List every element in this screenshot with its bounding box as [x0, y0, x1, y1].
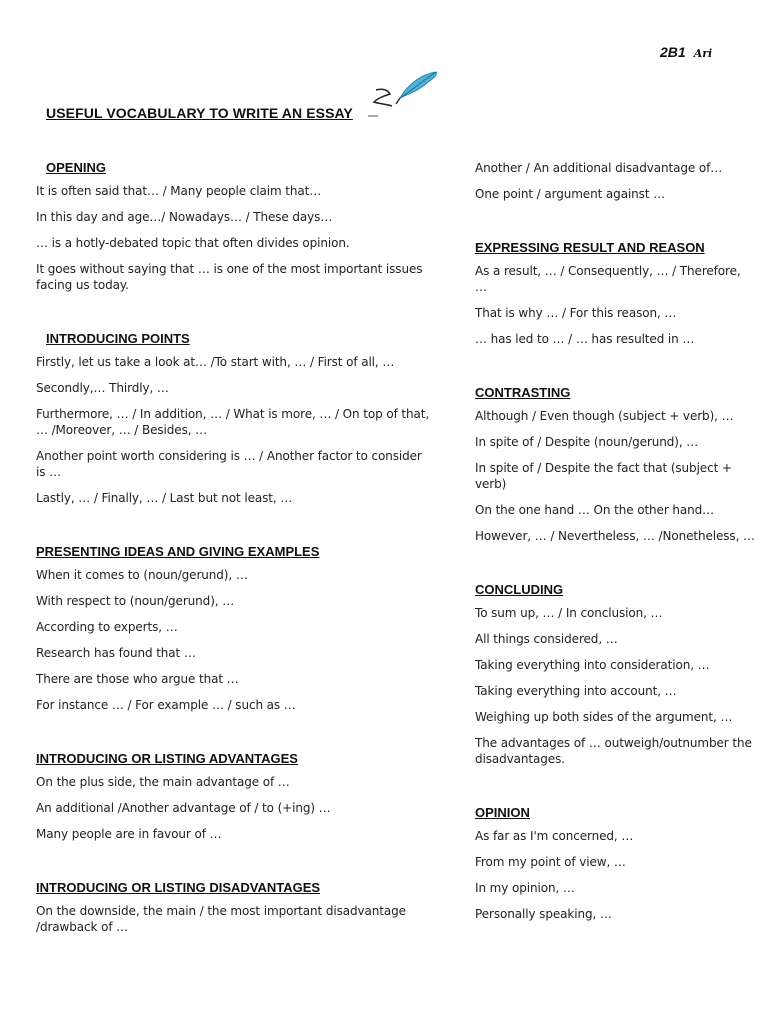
- phrase-item: Another point worth considering is … / Another factor to consider is …: [36, 449, 422, 479]
- phrase-item: … is a hotly-debated topic that often divides opinion.: [36, 236, 350, 250]
- phrase-item: It is often said that… / Many people claim that…: [36, 184, 322, 198]
- phrase-item: From my point of view, …: [475, 855, 626, 869]
- section-concluding: [475, 582, 755, 767]
- phrase-item: One point / argument against …: [475, 187, 666, 201]
- phrase-item: As a result, … / Consequently, … / Therefore, …: [475, 264, 741, 294]
- quill-pen-icon: [364, 66, 442, 122]
- section-opening: [36, 160, 431, 293]
- section-presenting-ideas: [36, 544, 431, 713]
- class-code: 2B1: [660, 44, 686, 60]
- phrase-item: In spite of / Despite the fact that (subject + verb): [475, 461, 732, 491]
- phrase-item: Lastly, … / Finally, … / Last but not least, …: [36, 491, 293, 505]
- phrase-item: Weighing up both sides of the argument, …: [475, 710, 733, 724]
- phrase-item: That is why … / For this reason, …: [475, 306, 677, 320]
- section-disadvantages: [36, 880, 431, 935]
- phrase-item: In this day and age…/ Nowadays… / These days…: [36, 210, 333, 224]
- phrase-item: Secondly,… Thirdly, …: [36, 381, 169, 395]
- phrase-item: In spite of / Despite (noun/gerund), …: [475, 435, 699, 449]
- phrase-item: Furthermore, … / In addition, … / What is more, … / On top of that, … /Moreover, … / Besides, …: [36, 407, 430, 437]
- section-heading: EXPRESSING RESULT AND REASON: [475, 240, 705, 255]
- phrase-item: Research has found that …: [36, 646, 196, 660]
- phrase-item: To sum up, … / In conclusion, …: [475, 606, 663, 620]
- phrase-item: For instance … / For example … / such as …: [36, 698, 296, 712]
- signature: Ari: [693, 47, 713, 60]
- section-opinion: [475, 805, 755, 922]
- phrase-item: Many people are in favour of …: [36, 827, 222, 841]
- section-introducing-points: [36, 331, 431, 506]
- phrase-item: When it comes to (noun/gerund), …: [36, 568, 248, 582]
- phrase-item: In my opinion, …: [475, 881, 575, 895]
- section-advantages: [36, 751, 431, 842]
- phrase-item: Firstly, let us take a look at… /To start with, … / First of all, …: [36, 355, 395, 369]
- section-heading: CONTRASTING: [475, 385, 571, 400]
- right-column: [475, 160, 755, 932]
- phrase-item: With respect to (noun/gerund), …: [36, 594, 235, 608]
- phrase-item: On the plus side, the main advantage of …: [36, 775, 290, 789]
- section-heading: OPENING: [46, 160, 106, 175]
- document-title: USEFUL VOCABULARY TO WRITE AN ESSAY: [46, 105, 353, 121]
- phrase-item: However, … / Nevertheless, … /Nonetheless, …: [475, 529, 755, 543]
- section-contrasting: [475, 385, 755, 544]
- section-result-reason: [475, 240, 755, 347]
- section-heading: CONCLUDING: [475, 582, 564, 597]
- phrase-item: Personally speaking, …: [475, 907, 612, 921]
- phrase-item: Taking everything into account, …: [475, 684, 677, 698]
- phrase-item: It goes without saying that … is one of the most important issues facing us today.: [36, 262, 423, 292]
- phrase-item: On the one hand … On the other hand…: [475, 503, 715, 517]
- section-heading: PRESENTING IDEAS AND GIVING EXAMPLES: [36, 544, 320, 559]
- phrase-item: There are those who argue that …: [36, 672, 239, 686]
- phrase-item: An additional /Another advantage of / to (+ing) …: [36, 801, 331, 815]
- section-disadvantages-continued: [475, 160, 755, 202]
- class-tag: [660, 44, 712, 60]
- section-heading: OPINION: [475, 805, 530, 820]
- phrase-item: Another / An additional disadvantage of…: [475, 161, 723, 175]
- phrase-item: … has led to … / … has resulted in …: [475, 332, 695, 346]
- phrase-item: All things considered, …: [475, 632, 618, 646]
- phrase-item: The advantages of … outweigh/outnumber the disadvantages.: [475, 736, 752, 766]
- phrase-item: On the downside, the main / the most important disadvantage /drawback of …: [36, 904, 406, 934]
- phrase-item: As far as I'm concerned, …: [475, 829, 634, 843]
- phrase-item: According to experts, …: [36, 620, 178, 634]
- left-column: [36, 160, 431, 945]
- phrase-item: Although / Even though (subject + verb), …: [475, 409, 734, 423]
- section-heading: INTRODUCING POINTS: [46, 331, 190, 346]
- section-heading: INTRODUCING OR LISTING DISADVANTAGES: [36, 880, 321, 895]
- phrase-item: Taking everything into consideration, …: [475, 658, 710, 672]
- section-heading: INTRODUCING OR LISTING ADVANTAGES: [36, 751, 298, 766]
